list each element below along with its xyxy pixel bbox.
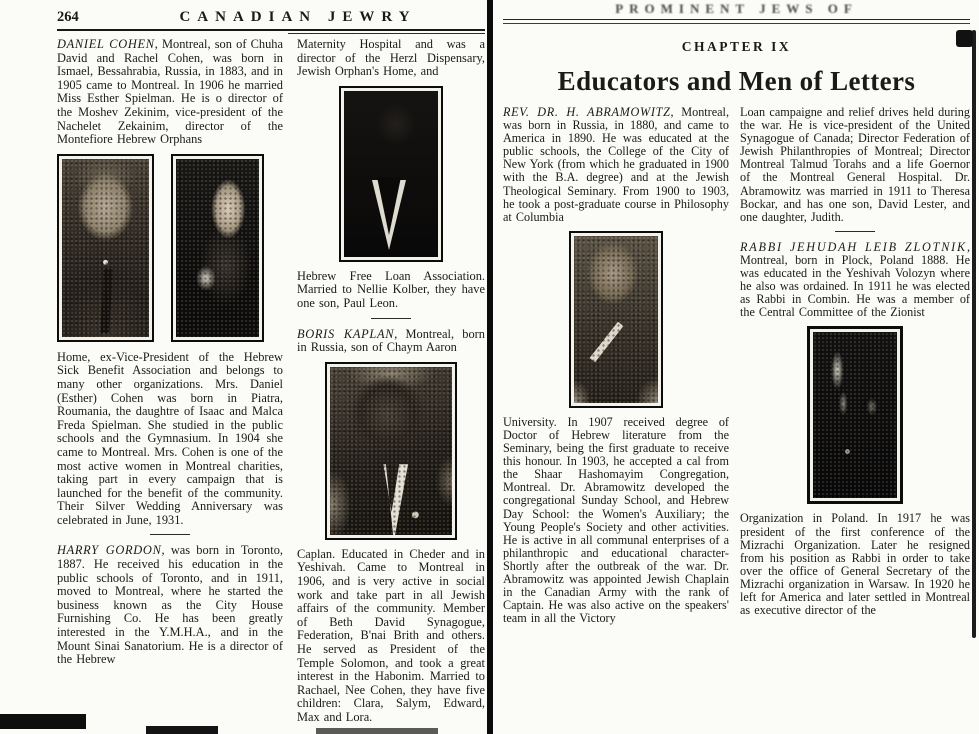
entry-name-zlotnik: RABBI JEHUDAH LEIB ZLOTNIK xyxy=(740,239,967,254)
left-page-header xyxy=(57,0,485,26)
running-title-left: CANADIAN JEWRY xyxy=(179,9,417,25)
right-page-column-1 xyxy=(503,106,729,632)
entry-text: , was born in Toronto, 1887. He received his education in the public schools of Toronto, and in 1911, moved to Montreal, where he started the business known as the City House Furnishing Co. He has been greatly interested in the Y.M.H.A., and in the Mount Sinai Sanatorium. He is a director of the Hebrew xyxy=(57,543,283,667)
abramowitz-continuation: Loan campaigne and relief drives held during the war. He is vice-president of the United Synagogue of Canada; Director Federation of Jewish Philanthropies of Montreal; Director Montreal Talmud Torahs and a life Goernor of the Montreal General Hospital. Dr. Abramowitz was married in 1911 to Theresa Bockar, and has one son, David Lester, and one daughter, Judith. xyxy=(740,105,970,224)
entry-name-boris-kaplan: BORIS KAPLAN xyxy=(297,326,395,341)
entry-daniel-cohen-continued: Home, ex-Vice-President of the Hebrew Sick Benefit Association and belongs to many other organizations. Mrs. Daniel (Esther) Cohen was born in Piatra, Roumania, the daughtre of Isaac and Malca Freda Spielman. She studied in the public schools and the Gymnasium. In 1904 she came to Montreal. Mrs. Cohen is one of the most active women in Montreal charities, taking part in every campaign that is launched for the benefit of the community. Their Silver Wedding Anniversary was celebrated in June, 1931. xyxy=(57,349,283,527)
book-spine xyxy=(487,0,493,734)
running-title-right: PROMINENT JEWS OF xyxy=(615,1,858,16)
entry-text: , Montreal, son of Chuha David and Rachel Cohen, was born in Ismael, Bessahrabia, Russia, in 1883, and in 1905 came to Montreal. In 1906 he married Miss Esther Spielman. He is o director of the Moshev Zekinim, vice-president of the Nachelet Zekainim, director of the Montefiore Hebrew Orphans xyxy=(57,37,283,147)
left-page-column-1 xyxy=(57,38,283,731)
scan-smudge xyxy=(0,714,86,729)
entry-abramowitz xyxy=(503,106,729,224)
page-edge-line xyxy=(972,30,976,638)
page-edge-mark xyxy=(956,30,973,47)
entry-name-abramowitz: REV. DR. H. ABRAMOWITZ, xyxy=(503,105,675,119)
right-page-column-2 xyxy=(740,106,970,632)
portrait-photo-boris-kaplan xyxy=(325,362,457,540)
portrait-photo-daniel-cohen xyxy=(57,154,154,342)
scan-smudge xyxy=(146,726,218,734)
portrait-photo-zlotnik xyxy=(807,326,903,504)
dark-portrait-photo xyxy=(339,86,443,262)
maternity-hospital-continuation: Maternity Hospital and was a director of the Herzl Dispensary, Jewish Orphan's Home, and xyxy=(297,37,485,79)
portrait-photo-esther-cohen xyxy=(171,154,264,342)
portrait-image-daniel-cohen xyxy=(62,159,149,337)
right-page-columns xyxy=(503,106,970,632)
right-page xyxy=(503,0,970,632)
left-page xyxy=(57,0,485,731)
chapter-heading: CHAPTER IX xyxy=(681,39,792,54)
entry-zlotnik xyxy=(740,241,970,320)
section-divider xyxy=(150,534,190,535)
entry-name-daniel-cohen: DANIEL COHEN xyxy=(57,37,155,51)
entry-boris-kaplan-continued: Caplan. Educated in Cheder and in Yeshivah. Came to Montreal in 1906, and is very active in social work and take part in all Jewish affairs of the community. Member of Beth David Synagogue, Federation, B'nai Brith and others. He served as President of the Temple Solomon, and took a great interest in the Habonim. Married to Rachael, Nee Cohen, they have five children: Clara, Salym, Edward, Max and Lora. xyxy=(297,546,485,724)
section-divider xyxy=(835,231,875,232)
left-page-column-2 xyxy=(297,38,485,731)
photo-row xyxy=(57,154,283,342)
section-divider xyxy=(371,318,411,319)
entry-text: , Montreal, born in Plock, Poland 1888. He was educated in the Yeshivah Volozyn where he also was ordained. In 1911 he was elected as Rabbi in Combin. He was a member of the Central Committee of the Zionist xyxy=(740,239,970,320)
entry-abramowitz-continued: University. In 1907 received degree of Doctor of Hebrew literature from the Seminary, being the first graduate to receive this honour. In 1903, he accepted a cal from the Shaar Hashomayim Congregation, Montreal. Dr. Abramowitz developed the congregational Sunday School, and Hebrew Day School: the Women's Auxiliary; the Young People's Society and other activities. He is active in all communal enterprises of a philanthropic and educational character- Shortly after the outbreak of the war. Dr. Abramowitz was appointed Jewish Chaplain in the Canadian Army with the rank of Captain. He was also active on the speakers' team in all the Victory xyxy=(503,414,729,626)
entry-zlotnik-continued: Organization in Poland. In 1917 he was president of the first conference of the Mizrachi Organization. Later he resigned from his position as Rabbi in order to take over the office of General Secretary of the Mizrachi organization in Warsaw. In 1920 he left for America and later settled in Montreal as executive director of the xyxy=(740,511,970,618)
portrait-image-zlotnik xyxy=(813,332,897,498)
chapter-title: Educators and Men of Letters xyxy=(557,66,916,96)
portrait-image-boris-kaplan xyxy=(330,367,452,535)
scan-smudge xyxy=(316,728,438,734)
header-double-rule xyxy=(503,19,970,24)
entry-name-harry-gordon: HARRY GORDON xyxy=(57,543,162,558)
header-rule xyxy=(57,29,485,31)
dark-portrait-image xyxy=(344,91,438,257)
entry-harry-gordon xyxy=(57,544,283,666)
entry-boris-kaplan xyxy=(297,328,485,355)
entry-text: Montreal, was born in Russia, in 1880, and came to America in 1890. He was educated at the public schools, the College of the City of New York (from which he graduated in 1900 with the B.A. degree) and at the Jewish Theological Seminary. From 1900 to 1903, he took a post-graduate course in Philosophy at Columbia xyxy=(503,105,729,224)
page-number: 264 xyxy=(57,9,79,25)
portrait-image-abramowitz xyxy=(574,236,658,403)
portrait-image-esther-cohen xyxy=(176,159,259,337)
left-page-columns xyxy=(57,38,485,731)
portrait-photo-abramowitz xyxy=(569,231,663,408)
hebrew-free-loan-text: Hebrew Free Loan Association. Married to Nellie Kolber, they have one son, Paul Leon. xyxy=(297,268,485,310)
entry-daniel-cohen xyxy=(57,38,283,147)
entry-text: , Montreal, born in Russia, son of Chaym Aaron xyxy=(297,326,486,355)
